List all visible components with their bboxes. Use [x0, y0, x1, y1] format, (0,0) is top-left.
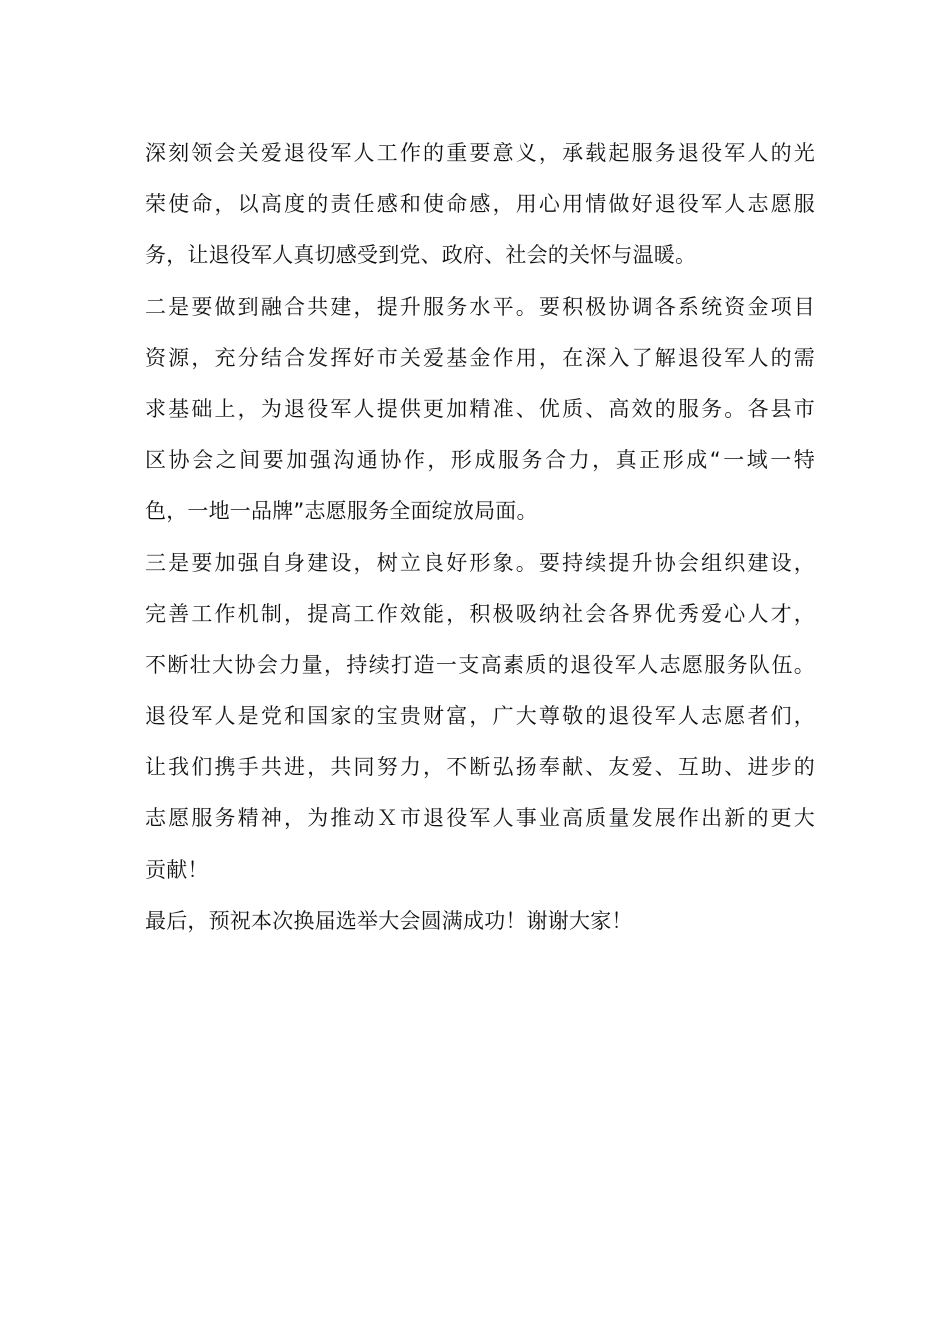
text-line: 不断壮大协会力量，持续打造一支高素质的退役军人志愿服务队伍。: [145, 652, 815, 677]
text-line: 退役军人是党和国家的宝贵财富，广大尊敬的退役军人志愿者们，: [145, 704, 815, 729]
text-line: 求基础上，为退役军人提供更加精准、优质、高效的服务。各县市: [145, 396, 815, 421]
text-line: 区协会之间要加强沟通协作，形成服务合力，真正形成“一域一特: [145, 448, 815, 473]
text-line: 色，一地一品牌”志愿服务全面绽放局面。: [145, 499, 538, 524]
text-line: 让我们携手共进，共同努力，不断弘扬奉献、友爱、互助、进步的: [145, 755, 815, 780]
text-line: 二是要做到融合共建，提升服务水平。要积极协调各系统资金项目: [145, 294, 815, 319]
paragraph-2: [145, 282, 815, 538]
text-line: 贡献！: [145, 857, 209, 882]
paragraph-3: [145, 538, 815, 692]
text-line: 志愿服务精神，为推动Ｘ市退役军人事业高质量发展作出新的更大: [145, 806, 815, 831]
text-line: 完善工作机制，提高工作效能，积极吸纳社会各界优秀爱心人才，: [145, 601, 815, 626]
text-line: 荣使命，以高度的责任感和使命感，用心用情做好退役军人志愿服: [145, 192, 815, 217]
paragraph-5: [145, 896, 815, 947]
text-line: 深刻领会关爱退役军人工作的重要意义，承载起服务退役军人的光: [145, 141, 815, 165]
text-line: 资源，充分结合发挥好市关爱基金作用，在深入了解退役军人的需: [145, 345, 815, 370]
paragraph-4: [145, 691, 815, 896]
body-text: [145, 128, 815, 947]
text-line: 务，让退役军人真切感受到党、政府、社会的关怀与温暖。: [145, 243, 697, 268]
text-line: 最后，预祝本次换届选举大会圆满成功！谢谢大家！: [145, 908, 633, 933]
text-line: 三是要加强自身建设，树立良好形象。要持续提升协会组织建设，: [145, 550, 815, 575]
paragraph-1: [145, 128, 815, 282]
